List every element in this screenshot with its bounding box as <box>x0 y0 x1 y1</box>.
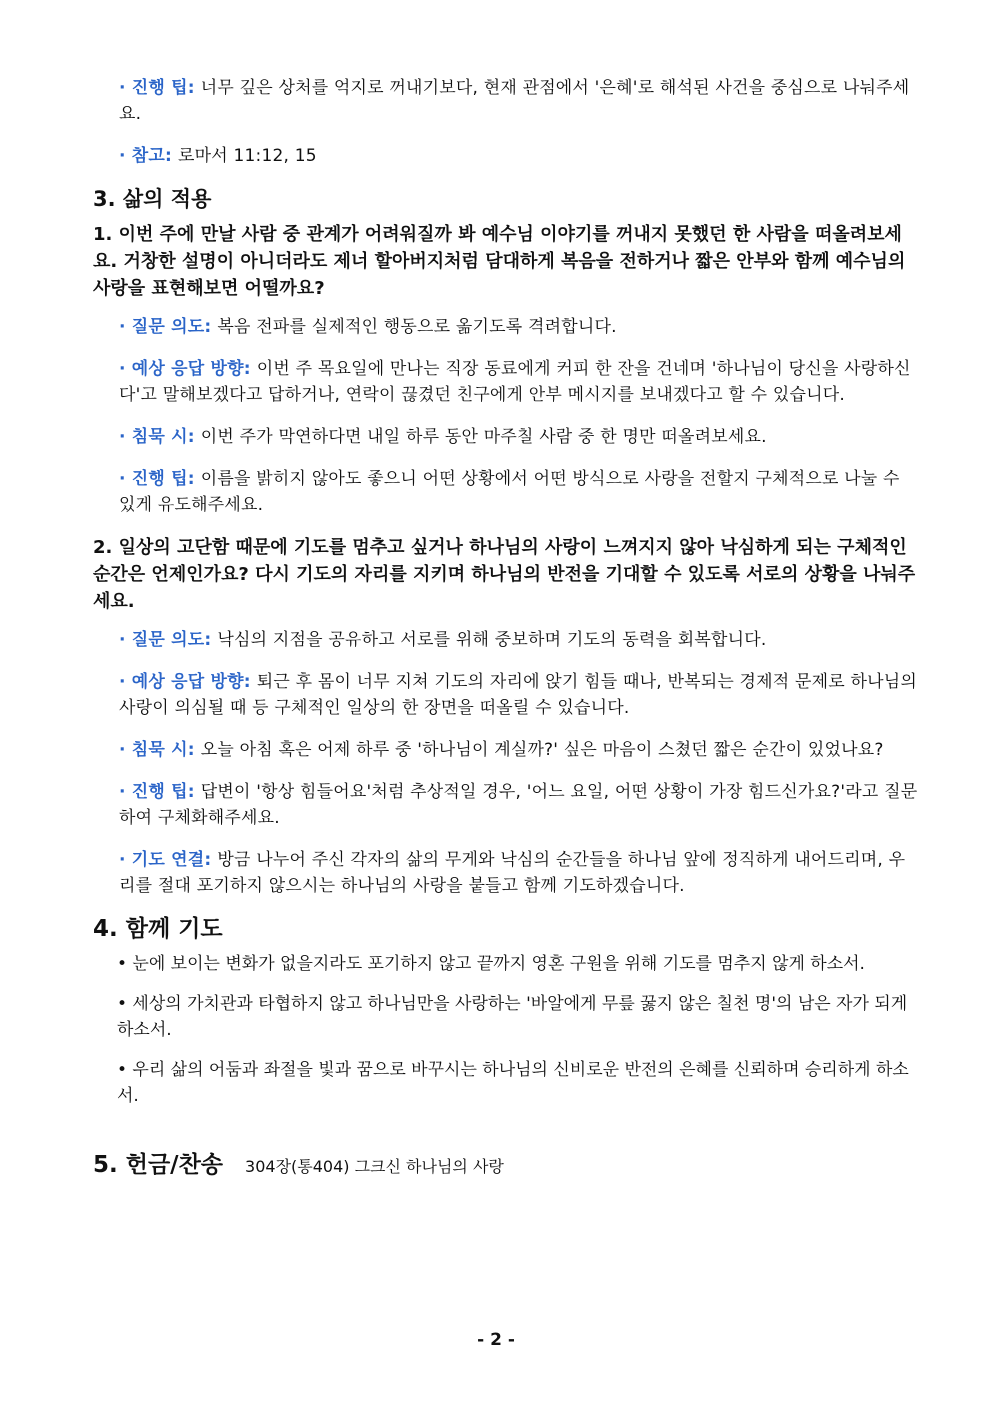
guide-item: · 기도 연결: 방금 나누어 주신 각자의 삶의 무게와 낙심의 순간들을 하나님 앞에 정직하게 내어드리며, 우리를 절대 포기하지 않으시는 하나님의 사랑을 붙들고 함께 기도하겠습니다. <box>119 850 906 896</box>
section-title: 5. 헌금/찬송 <box>93 1152 224 1178</box>
section-title: 4. 함께 기도 <box>93 916 223 942</box>
guide-item: · 질문 의도: 복음 전파를 실제적인 행동으로 옮기도록 격려합니다. <box>119 317 617 337</box>
prayer-item: • 우리 삶의 어둠과 좌절을 빛과 꿈으로 바꾸시는 하나님의 신비로운 반전의 은혜를 신뢰하며 승리하게 하소서. <box>117 1060 909 1106</box>
hymn-text: 304장(통404) 그크신 하나님의 사랑 <box>245 1157 504 1176</box>
page-number: - 2 - <box>477 1330 515 1350</box>
section-title: 3. 삶의 적용 <box>93 187 212 211</box>
guide-item: · 침묵 시: 오늘 아침 혹은 어제 하루 중 '하나님이 계실까?' 싶은 마음이 스쳤던 짧은 순간이 있었나요? <box>119 740 884 760</box>
prayer-item: • 세상의 가치관과 타협하지 않고 하나님만을 사랑하는 '바알에게 무릎 꿇지 않은 칠천 명'의 남은 자가 되게 하소서. <box>117 994 908 1040</box>
guide-item: · 진행 팁: 답변이 '항상 힘들어요'처럼 추상적일 경우, '어느 요일, 어떤 상황이 가장 힘드신가요?'라고 질문하여 구체화해주세요. <box>119 782 918 828</box>
guide-item: · 진행 팁: 이름을 밝히지 않아도 좋으니 어떤 상황에서 어떤 방식으로 사랑을 전할지 구체적으로 나눌 수 있게 유도해주세요. <box>119 469 900 515</box>
guide-item: · 질문 의도: 낙심의 지점을 공유하고 서로를 위해 중보하며 기도의 동력을 회복합니다. <box>119 630 767 650</box>
guide-item: · 침묵 시: 이번 주가 막연하다면 내일 하루 동안 마주칠 사람 중 한 명만 떠올려보세요. <box>119 427 767 447</box>
reference-item: · 참고: 로마서 11:12, 15 <box>119 146 317 166</box>
offering-hymn <box>93 1151 920 1179</box>
guide-item: · 예상 응답 방향: 이번 주 목요일에 만나는 직장 동료에게 커피 한 잔을 건네며 '하나님이 당신을 사랑하신다'고 말해보겠다고 답하거나, 연락이 끊겼던 친구에게 안부 메시지를 보내겠다고 할 수 있습니다. <box>119 359 911 405</box>
prayer-item: • 눈에 보이는 변화가 없을지라도 포기하지 않고 끝까지 영혼 구원을 위해 기도를 멈추지 않게 하소서. <box>117 954 865 974</box>
tip-item: · 진행 팁: 너무 깊은 상처를 억지로 꺼내기보다, 현재 관점에서 '은혜'로 해석된 사건을 중심으로 나눠주세요. <box>119 78 910 124</box>
question-2: 2. 일상의 고단함 때문에 기도를 멈추고 싶거나 하나님의 사랑이 느껴지지 않아 낙심하게 되는 구체적인 순간은 언제인가요? 다시 기도의 자리를 지키며 하나님의 반전을 기대할 수 있도록 서로의 상황을 나눠주세요. <box>93 537 916 612</box>
guide-item: · 예상 응답 방향: 퇴근 후 몸이 너무 지쳐 기도의 자리에 앉기 힘들 때나, 반복되는 경제적 문제로 하나님의 사랑이 의심될 때 등 구체적인 일상의 한 장면을 떠올릴 수 있습니다. <box>119 672 917 718</box>
question-1: 1. 이번 주에 만날 사람 중 관계가 어려워질까 봐 예수님 이야기를 꺼내지 못했던 한 사람을 떠올려보세요. 거창한 설명이 아니더라도 제너 할아버지처럼 담대하게 복음을 전하거나 짧은 안부와 함께 예수님의 사랑을 표현해보면 어떨까요? <box>93 224 906 299</box>
